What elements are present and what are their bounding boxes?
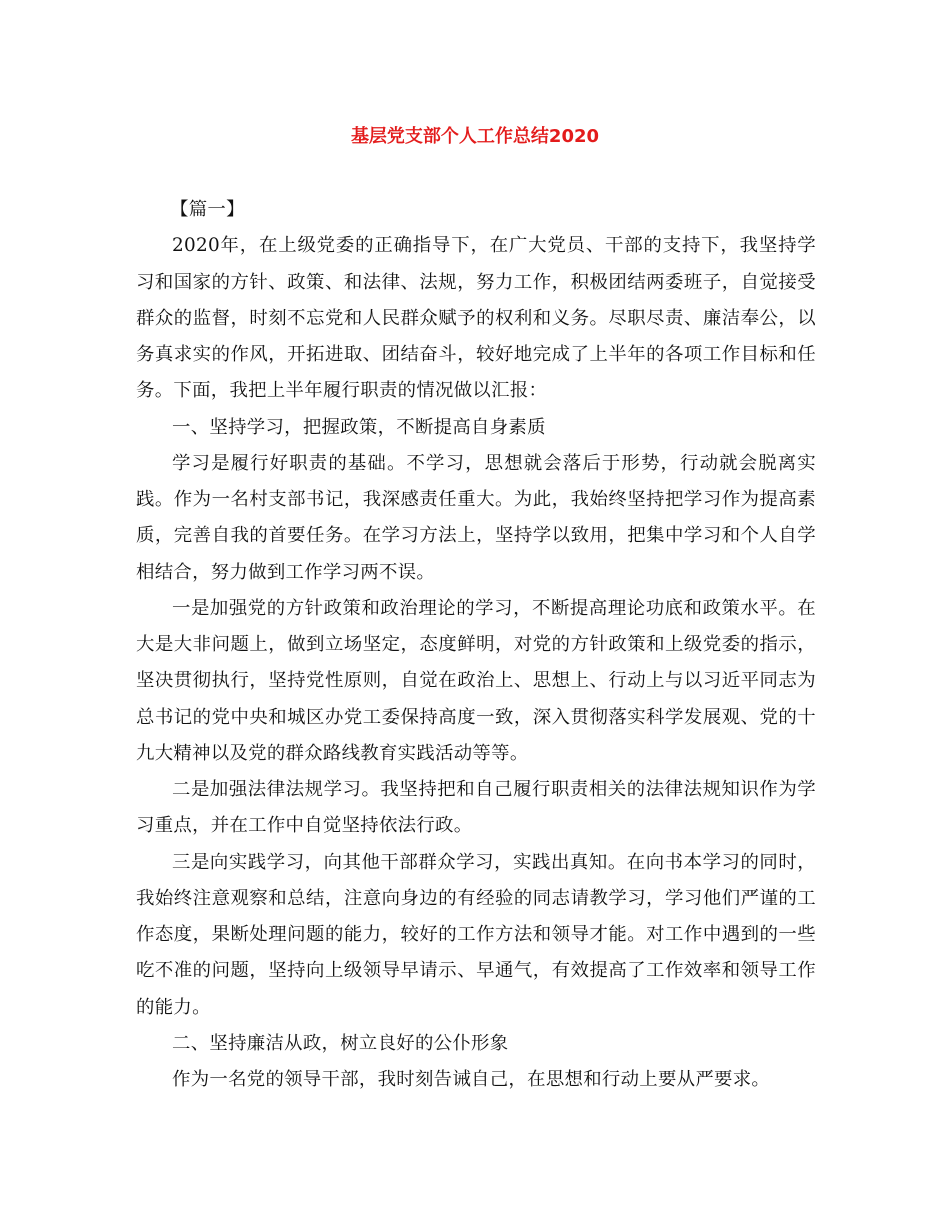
paragraph-integrity: 作为一名党的领导干部，我时刻告诫自己，在思想和行动上要从严要求。	[172, 1069, 771, 1090]
heading-study: 一、坚持学习，把握政策，不断提高自身素质	[172, 416, 546, 438]
document-title: 基层党支部个人工作总结2020	[350, 126, 600, 147]
heading-integrity: 二、坚持廉洁从政，树立良好的公仆形象	[172, 1032, 509, 1054]
document-body	[136, 192, 816, 1098]
section-label: 【篇一】	[170, 199, 245, 220]
paragraph-study-basis: 学习是履行好职责的基础。不学习，思想就会落后于形势，行动就会脱离实践。作为一名村支部书记，我深感责任重大。为此，我始终坚持把学习作为提高素质，完善自我的首要任务。在学习方法上，坚持学以致用，把集中学习和个人自学相结合，努力做到工作学习两不误。	[136, 452, 816, 583]
paragraph-policy-study: 一是加强党的方针政策和政治理论的学习，不断提高理论功底和政策水平。在大是大非问题上，做到立场坚定，态度鲜明，对党的方针政策和上级党委的指示，坚决贯彻执行，坚持党性原则，自觉在政治上、思想上、行动上与以习近平同志为总书记的党中央和城区办党工委保持高度一致，深入贯彻落实科学发展观、党的十九大精神以及党的群众路线教育实践活动等等。	[136, 597, 816, 764]
paragraph-practice-study: 三是向实践学习，向其他干部群众学习，实践出真知。在向书本学习的同时，我始终注意观察和总结，注意向身边的有经验的同志请教学习，学习他们严谨的工作态度，果断处理问题的能力，较好的工作方法和领导才能。对工作中遇到的一些吃不准的问题，坚持向上级领导早请示、早通气，有效提高了工作效率和领导工作的能力。	[136, 851, 816, 1018]
paragraph-intro: 2020年，在上级党委的正确指导下，在广大党员、干部的支持下，我坚持学习和国家的方针、政策、和法律、法规，努力工作，积极团结两委班子，自觉接受群众的监督，时刻不忘党和人民群众赋予的权利和义务。尽职尽责、廉洁奉公，以务真求实的作风，开拓进取、团结奋斗，较好地完成了上半年的各项工作目标和任务。下面，我把上半年履行职责的情况做以汇报：	[136, 235, 816, 402]
paragraph-law-study: 二是加强法律法规学习。我坚持把和自己履行职责相关的法律法规知识作为学习重点，并在工作中自觉坚持依法行政。	[136, 779, 816, 837]
